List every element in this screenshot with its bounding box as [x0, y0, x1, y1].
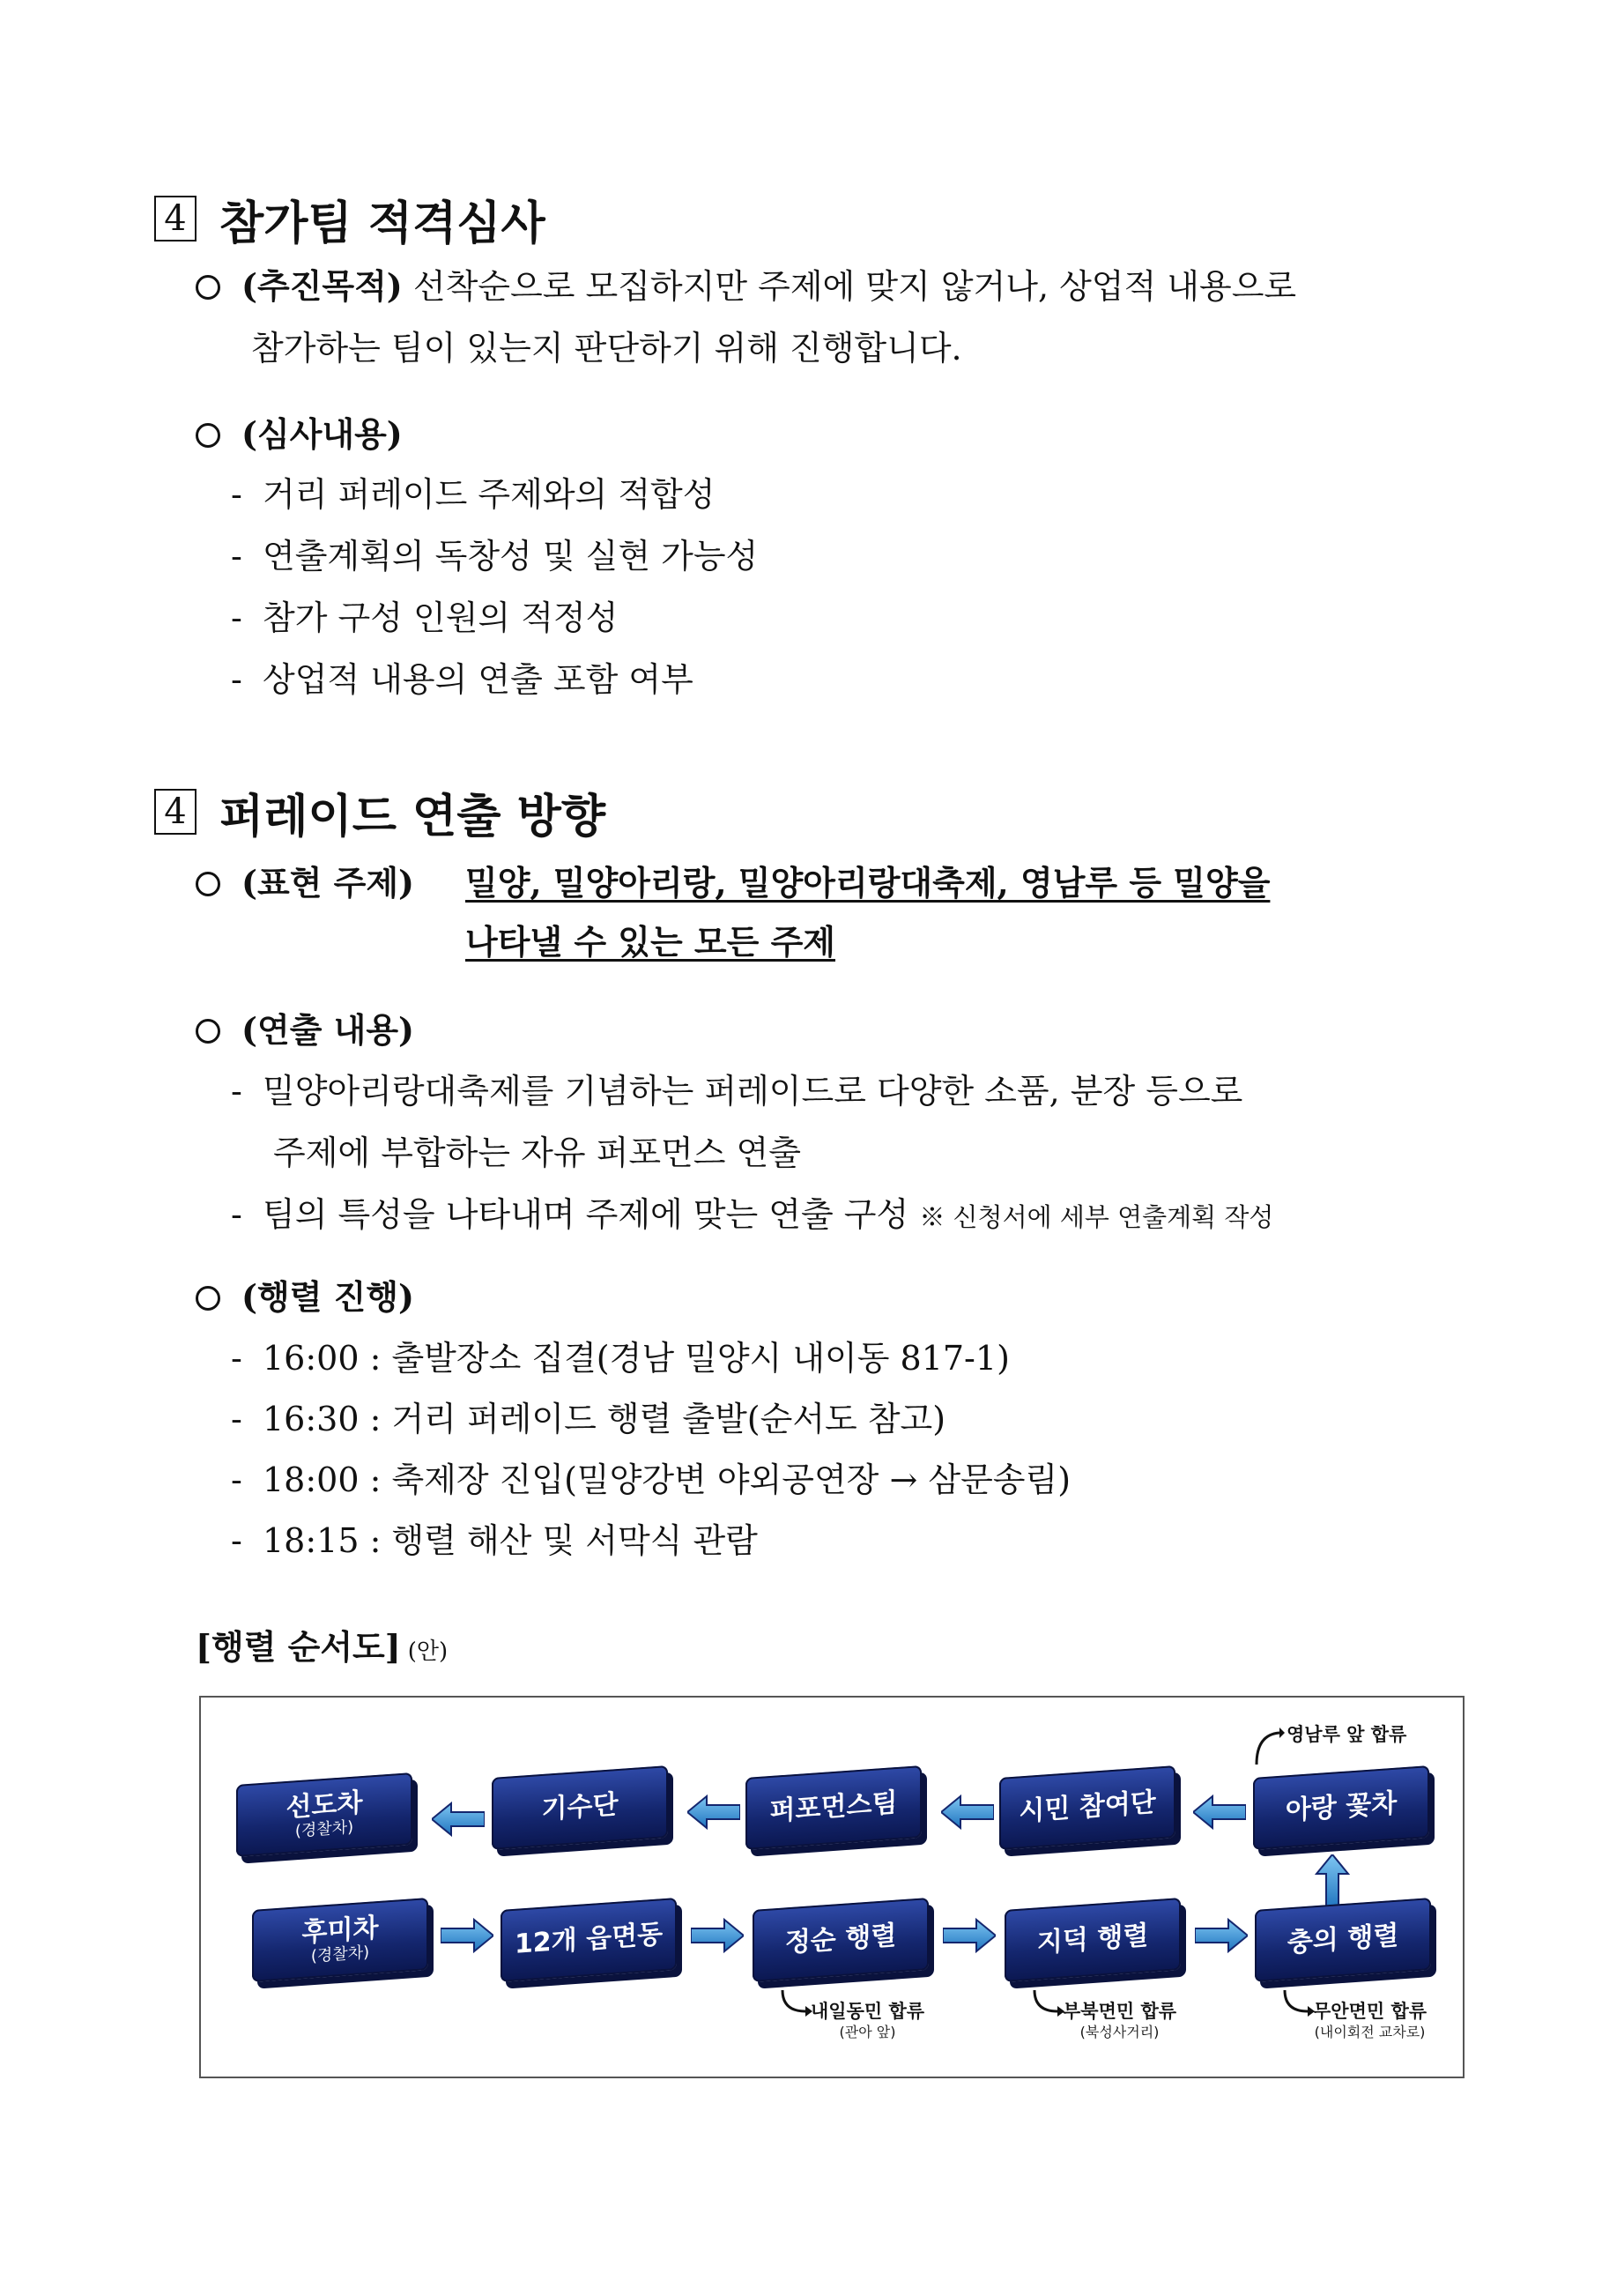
- join-note-place: (북성사거리): [1079, 2024, 1160, 2040]
- list-item-continued: 주제에 부합하는 자유 퍼포먼스 연출: [273, 1133, 801, 1172]
- review-item-text: 상업적 내용의 연출 포함 여부: [263, 660, 693, 699]
- flow-box-citizen-group: [999, 1765, 1175, 1850]
- box-title: 12개 읍면동: [514, 1919, 664, 1960]
- march-item-text: 16:30 : 거리 퍼레이드 행렬 출발(순서도 참고): [263, 1400, 946, 1438]
- march-heading: [196, 1275, 414, 1319]
- flow-box-jideok-procession: [1005, 1898, 1181, 1982]
- section-number-box: 4: [154, 196, 197, 241]
- flow-box-jeongsun-procession: [753, 1898, 929, 1982]
- list-item: - 18:15 : 행렬 해산 및 서막식 관람: [231, 1521, 758, 1560]
- theme-label: (표현 주제): [241, 863, 415, 903]
- join-note: [811, 2001, 924, 2043]
- circle-bullet-icon: [196, 872, 220, 896]
- list-item: - 밀양아리랑대축제를 기념하는 퍼레이드로 다양한 소품, 분장 등으로: [231, 1072, 1243, 1111]
- list-item: - 상업적 내용의 연출 포함 여부: [231, 660, 693, 699]
- list-item: - 16:00 : 출발장소 집결(경남 밀양시 내이동 817-1): [231, 1339, 1010, 1378]
- section-title: 퍼레이드 연출 방향: [219, 790, 606, 843]
- arrow-right-icon: [943, 1918, 996, 1953]
- march-label: (행렬 진행): [241, 1277, 415, 1317]
- purpose-line-2: 참가하는 팀이 있는지 판단하기 위해 진행합니다.: [251, 329, 962, 368]
- circle-bullet-icon: [196, 275, 220, 300]
- join-note-place: (내이회전 교차로): [1314, 2024, 1426, 2040]
- section-heading: [154, 188, 545, 249]
- arrow-up-icon: [1315, 1854, 1350, 1909]
- box-title: 시민 참여단: [1019, 1787, 1156, 1828]
- join-note-place: (관아 앞): [839, 2024, 896, 2040]
- content-heading: [196, 1008, 414, 1052]
- march-item-text: 16:00 : 출발장소 집결(경남 밀양시 내이동 817-1): [263, 1339, 1010, 1378]
- flow-box-lead-car: [236, 1772, 412, 1857]
- arrow-left-icon: [432, 1802, 485, 1837]
- review-heading: [196, 412, 403, 457]
- theme-text: 밀양, 밀양아리랑, 밀양아리랑대축제, 영남루 등 밀양을: [465, 863, 1271, 903]
- purpose-text: 선착순으로 모집하지만 주제에 맞지 않거나, 상업적 내용으로: [402, 267, 1297, 306]
- join-note-yeongnamnu: [1287, 1724, 1406, 1747]
- caption-note: (안): [407, 1638, 449, 1665]
- caption-text: [행렬 순서도]: [196, 1627, 401, 1667]
- review-label: (심사내용): [241, 414, 403, 454]
- list-item: - 참가 구성 인원의 적정성: [231, 598, 619, 637]
- flow-box-performance-team: [745, 1765, 922, 1850]
- flow-box-flag-bearers: [492, 1765, 668, 1850]
- section-title: 참가팀 적격심사: [219, 197, 545, 250]
- curved-arrow-icon: [1281, 1988, 1316, 2024]
- box-title: 선도차: [285, 1787, 363, 1824]
- circle-bullet-icon: [196, 1286, 220, 1311]
- join-note: [1313, 2001, 1427, 2043]
- arrow-left-icon: [687, 1794, 740, 1830]
- theme-line: [196, 861, 414, 905]
- diagram-caption: [196, 1620, 448, 1668]
- list-item: - 거리 퍼레이드 주제와의 적합성: [231, 475, 716, 514]
- box-title: 아랑 꽃차: [1285, 1787, 1398, 1827]
- list-item: - 팀의 특성을 나타내며 주제에 맞는 연출 구성 ※ 신청서에 세부 연출계획 작성: [231, 1195, 1274, 1234]
- circle-bullet-icon: [196, 423, 220, 448]
- review-item-text: 거리 퍼레이드 주제와의 적합성: [263, 475, 716, 514]
- curved-arrow-icon: [1031, 1988, 1066, 2024]
- arrow-right-icon: [691, 1918, 744, 1953]
- arrow-right-icon: [1195, 1918, 1248, 1953]
- review-item-text: 연출계획의 독창성 및 실현 가능성: [263, 537, 759, 576]
- curved-arrow-icon: [779, 1988, 814, 2024]
- join-note: [1063, 2001, 1176, 2043]
- flow-box-12-towns: [501, 1898, 677, 1982]
- box-title: 퍼포먼스팀: [769, 1787, 898, 1828]
- join-note-text: 영남루 앞 합류: [1287, 1724, 1407, 1745]
- list-item: - 연출계획의 독창성 및 실현 가능성: [231, 537, 759, 576]
- section-heading: [154, 781, 605, 843]
- flow-box-chungui-procession: [1255, 1898, 1431, 1982]
- content-item-text: 밀양아리랑대축제를 기념하는 퍼레이드로 다양한 소품, 분장 등으로: [263, 1072, 1243, 1111]
- list-item: - 16:30 : 거리 퍼레이드 행렬 출발(순서도 참고): [231, 1400, 946, 1438]
- purpose-line: [196, 264, 1296, 308]
- circle-bullet-icon: [196, 1019, 220, 1044]
- theme-text-2: 나타낼 수 있는 모든 주제: [465, 922, 835, 962]
- box-title: 후미차: [301, 1912, 379, 1950]
- content-label: (연출 내용): [241, 1010, 415, 1050]
- purpose-label: (추진목적): [241, 266, 403, 306]
- march-item-text: 18:15 : 행렬 해산 및 서막식 관람: [263, 1521, 758, 1560]
- box-title: 기수단: [541, 1788, 619, 1826]
- box-title: 지덕 행렬: [1036, 1920, 1149, 1959]
- list-item: - 18:00 : 축제장 진입(밀양강변 야외공연장 → 삼문송림): [231, 1460, 1072, 1499]
- arrow-left-icon: [1193, 1794, 1246, 1830]
- join-note-name: 무안면민 합류: [1313, 2001, 1427, 2022]
- box-sub: (경찰차): [294, 1817, 354, 1841]
- section-number-box: 4: [154, 789, 197, 835]
- box-sub: (경찰차): [310, 1943, 370, 1966]
- box-title: 충의 행렬: [1287, 1920, 1399, 1959]
- join-note-name: 부북면민 합류: [1063, 2001, 1177, 2022]
- flow-box-arang-flower-car: [1253, 1765, 1429, 1850]
- box-title: 정순 행렬: [784, 1920, 897, 1959]
- content-note: ※ 신청서에 세부 연출계획 작성: [919, 1202, 1274, 1232]
- content-item-text: 팀의 특성을 나타내며 주제에 맞는 연출 구성: [263, 1195, 909, 1234]
- arrow-left-icon: [941, 1794, 994, 1830]
- curved-arrow-icon: [1250, 1722, 1285, 1766]
- procession-order-diagram: [199, 1696, 1465, 2078]
- flow-box-rear-car: [252, 1898, 428, 1982]
- arrow-right-icon: [441, 1918, 493, 1953]
- march-item-text: 18:00 : 축제장 진입(밀양강변 야외공연장 → 삼문송림): [263, 1460, 1072, 1499]
- join-note-name: 내일동민 합류: [811, 2001, 925, 2022]
- review-item-text: 참가 구성 인원의 적정성: [263, 598, 619, 637]
